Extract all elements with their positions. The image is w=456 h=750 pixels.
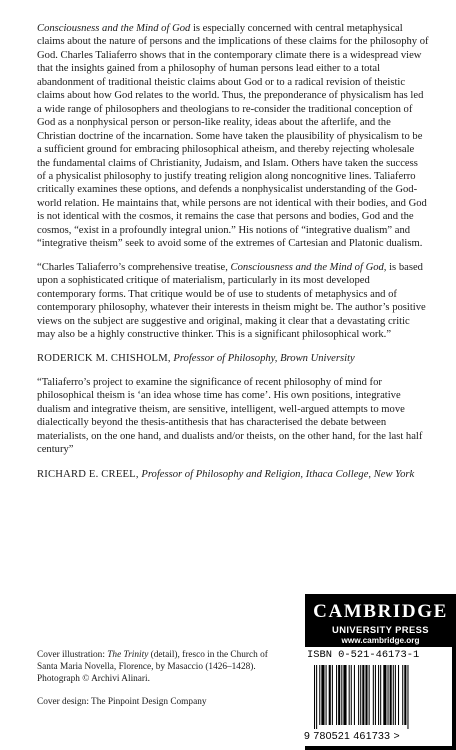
barcode-bar [380,665,381,725]
barcode-bar [398,665,399,725]
barcode-bar [332,665,333,725]
back-cover-text [37,22,429,481]
barcode-bar [404,665,406,725]
barcode-bar [316,665,317,729]
barcode-bar [336,665,337,725]
attribution-creel [37,468,429,481]
review-text-end: is based upon a sophisticated critique of materialism, particularly in its most developed contemporary forms. That critique would be of use to students of metaphysics and of contemporary philosophy, whatever their interests in theism might be. The author’s positive views on the subject are suggestive and original, making it clear that a devastating critic may also be a highly constructive thinker. This is a significant philosophical work.” [37,261,426,340]
cover-design-credit: Cover design: The Pinpoint Design Company [37,697,207,707]
barcode-bar [326,665,327,725]
barcode-bar [358,665,359,725]
attribution-chisholm [37,352,429,365]
barcode-bar [383,665,386,725]
barcode-bar [362,665,364,725]
barcode-bar [338,665,340,725]
barcode-bar [354,665,355,725]
barcode-bar [360,665,361,725]
barcode-bar [351,665,352,725]
artwork-title: The Trinity [107,650,149,660]
barcode-bar [395,665,396,725]
barcode-bar [375,665,376,725]
credit-prefix: Cover illustration: [37,650,108,660]
reviewer-name: RICHARD E. CREEL, [37,468,139,480]
barcode [314,665,444,729]
barcode-bar [373,665,374,725]
isbn-label: ISBN 0-521-46173-1 [307,649,420,661]
publisher-subname: UNIVERSITY PRESS [332,624,429,635]
barcode-bar [390,665,392,725]
review-creel [37,376,429,457]
barcode-bar [314,665,315,729]
review-book-title: Consciousness and the Mind of God, [230,261,387,273]
review-chisholm [37,261,429,342]
reviewer-affiliation: Professor of Philosophy and Religion, Ithaca College, New York [141,468,415,480]
barcode-bar [407,665,408,729]
review-text: “Taliaferro’s project to examine the significance of recent philosophy of mind for philosophical theism is ‘an idea whose time has come’. His own positions, integrative dualism and integrative theism, are sensitive, intelligent, well-argued attempts to move dialectically beyond the thesis-antithesis that has characterised the debate between materialists, on the one hand, and dualists and/or theists, on the other hand, for the last half century” [37,376,423,456]
barcode-bar [369,665,370,725]
reviewer-name: RODERICK M. CHISHOLM, [37,353,171,365]
publisher-url: www.cambridge.org [341,636,420,645]
barcode-bar [329,665,331,725]
isbn-barcode-panel [304,647,452,746]
book-description [37,22,429,251]
barcode-bar [388,665,389,725]
barcode-bar [365,665,367,725]
barcode-bar [341,665,342,725]
book-title: Consciousness and the Mind of God [37,23,191,34]
barcode-bar [349,665,350,725]
cover-illustration-credit [37,650,277,685]
barcode-bar [378,665,379,725]
reviewer-affiliation: Professor of Philosophy, Brown University [173,353,355,365]
barcode-bar [402,665,403,725]
review-text-start: “Charles Taliaferro’s comprehensive treatise, [37,261,231,273]
barcode-digits: 9 780521 461733 > [304,730,400,742]
credit-text: (detail), fresco in the Church of Santa Maria Novella, Florence, by Masaccio (1426–1428). Photograph © Archivi Alinari. [37,650,268,684]
barcode-bar [393,665,394,725]
description-text: is especially concerned with central metaphysical claims about the nature of persons and the implications of these claims for the philosophy of God. Charles Taliaferro shows that in the contemporary climate there is a widespread view that the insights gained from a philosophy of human persons lead either to a total abandonment of traditional theistic claims about God or to a radical revision of theistic claims about how God relates to the world. Thus, the preponderance of physicalism has led a wide range of philosophers and theologians to re-consider the traditional conception of God as a nonphysical person or person-like reality, ideas about the afterlife, and the Christian doctrine of the incarnation. Some have taken the plausibility of physicalism to be a sufficient ground for embracing philosophical atheism, and thereby rejecting wholesale the fundamental claims of Christianity, Judaism, and Islam. Others have taken the success of a physicalist philosophy to justify treating religion along noncognitive lines. Taliaferro critically examines these options, and defends a nonphysicalist understanding of the God-world relation. He maintains that, while persons are not identical with their bodies, and God is not identical with the cosmos, it remains the case that persons and bodies, God and the cosmos, “exist in a profoundly integral union.” His notions of “integrative dualism” and “integrative theism” seek to avoid some of the extremes of Cartesian and Platonic dualism. [37,23,429,250]
barcode-bar [319,665,320,725]
barcode-bar [343,665,346,725]
publisher-name: CAMBRIDGE [313,601,448,622]
barcode-bar [321,665,324,725]
